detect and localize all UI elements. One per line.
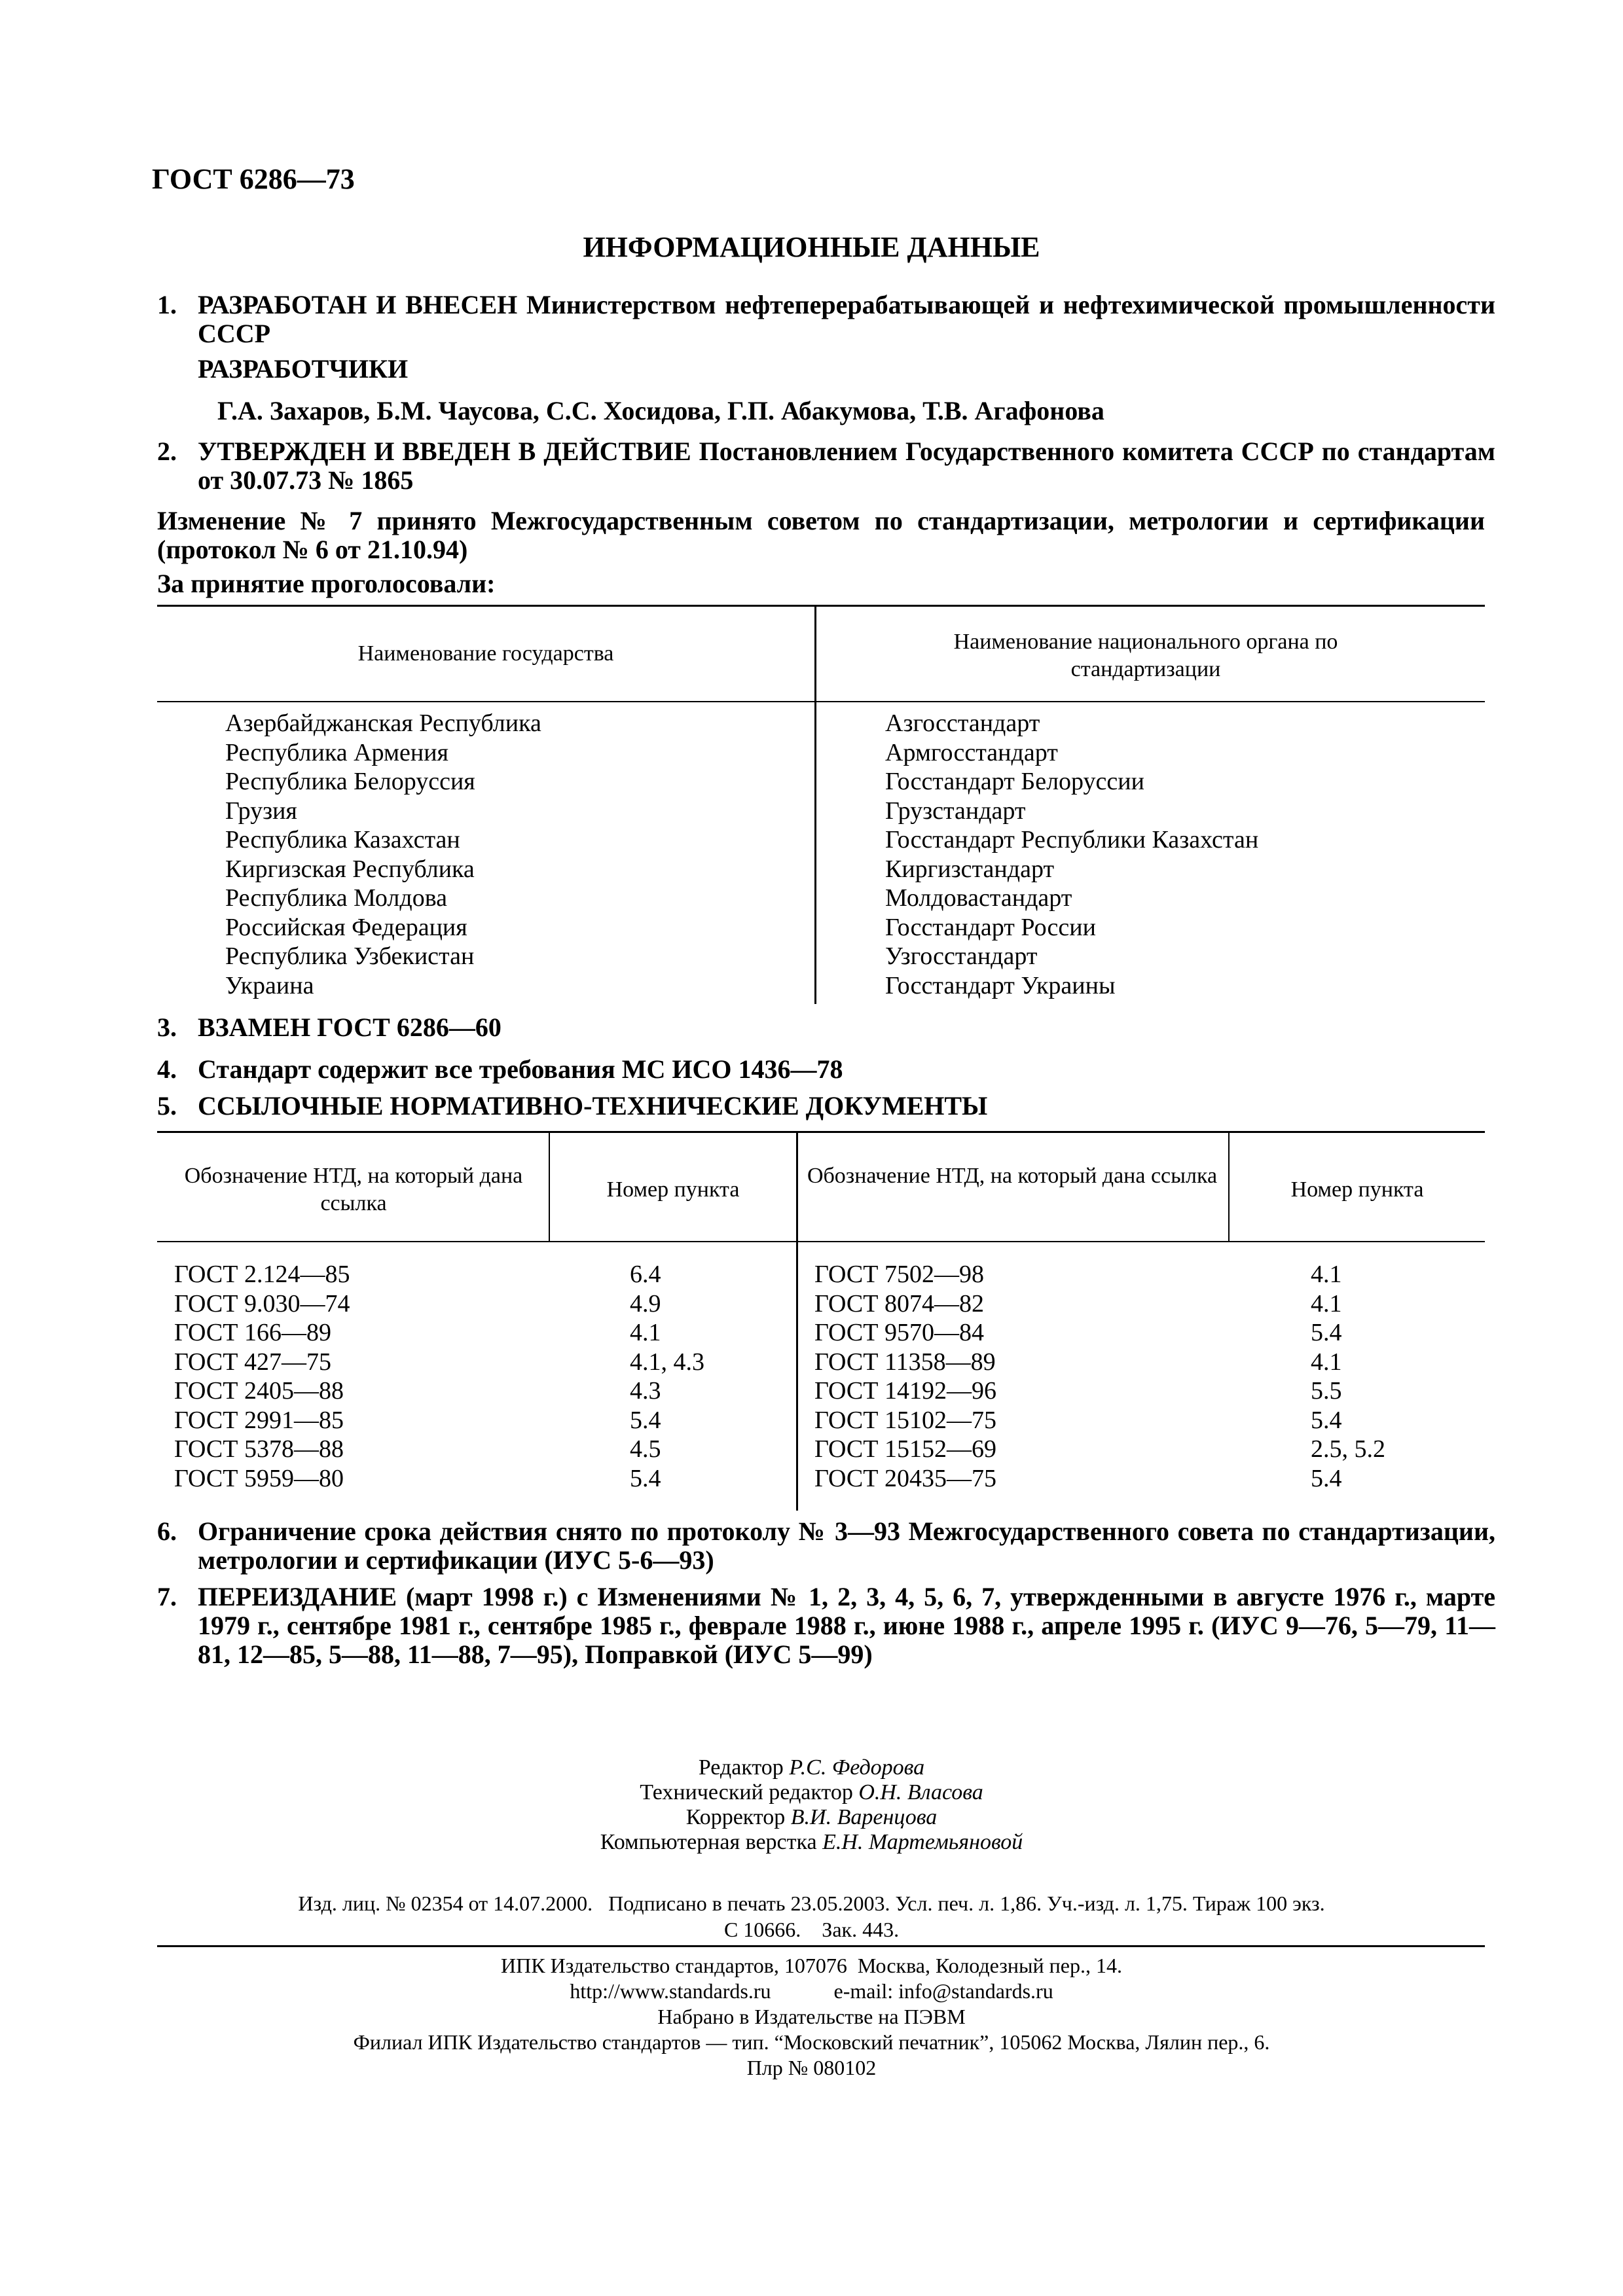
ref-doc: ГОСТ 166—89 <box>174 1319 331 1346</box>
ref-item-number: 5.4 <box>630 1406 661 1434</box>
refs-left-items-column <box>630 1260 704 1493</box>
developers-heading: РАЗРАБОТЧИКИ <box>198 354 409 384</box>
standards-body: Армгосстандарт <box>885 738 1058 766</box>
states-header-body: Наименование национального органа по стандартизации <box>953 630 1338 681</box>
ref-item-number: 5.5 <box>1311 1377 1342 1405</box>
refs-header-item-right: Номер пункта <box>1290 1177 1424 1202</box>
state-name: Грузия <box>225 797 297 825</box>
amendment-text: Изменение № 7 принято Межгосударственным советом по стандартизации, метрологии и сертификации (протокол № 6 от 21.10.94) <box>157 506 1485 564</box>
publisher-block <box>0 1953 1623 2081</box>
refs-right-items-column <box>1311 1260 1385 1493</box>
ref-item-number: 4.5 <box>630 1435 661 1463</box>
ref-doc: ГОСТ 9570—84 <box>814 1319 984 1346</box>
standards-body: Узгосстандарт <box>885 942 1038 970</box>
document-number: ГОСТ 6286—73 <box>152 163 355 195</box>
states-header-state: Наименование государства <box>357 641 614 666</box>
imprint-rule <box>157 1945 1485 1947</box>
refs-table-header-rule <box>157 1241 1485 1242</box>
voted-heading: За принятие проголосовали: <box>157 569 496 598</box>
standards-body: Молдовастандарт <box>885 884 1072 912</box>
ref-item-number: 4.1 <box>1311 1348 1342 1376</box>
credit-tech-editor <box>0 1780 1623 1805</box>
publisher-url: http://www.standards.ru <box>570 1979 771 2003</box>
state-name: Российская Федерация <box>225 913 467 941</box>
credit-layout <box>0 1830 1623 1855</box>
ref-doc: ГОСТ 2405—88 <box>174 1377 344 1405</box>
ref-item-number: 4.1 <box>1311 1289 1342 1318</box>
item-3-text: ВЗАМЕН ГОСТ 6286—60 <box>198 1013 501 1042</box>
ref-item-number: 4.1 <box>630 1319 661 1346</box>
state-name: Республика Белоруссия <box>225 768 475 795</box>
imprint-line-2: С 10666. Зак. 443. <box>723 1918 900 1941</box>
credit-name: Е.Н. Мартемьяновой <box>822 1830 1023 1854</box>
ref-doc: ГОСТ 11358—89 <box>814 1348 996 1376</box>
credit-name: О.Н. Власова <box>858 1780 983 1804</box>
credit-label: Компьютерная верстка <box>600 1830 817 1854</box>
item-5 <box>157 1092 987 1121</box>
ref-doc: ГОСТ 2.124—85 <box>174 1261 350 1288</box>
ref-item-number: 4.3 <box>630 1377 661 1405</box>
credits-block <box>0 1755 1623 1855</box>
item-2-text: УТВЕРЖДЕН И ВВЕДЕН В ДЕЙСТВИЕ Постановлением Государственного комитета СССР по стандартам от 30.07.73 № 1865 <box>198 437 1495 495</box>
ref-doc: ГОСТ 14192—96 <box>814 1377 996 1405</box>
item-5-text: ССЫЛОЧНЫЕ НОРМАТИВНО-ТЕХНИЧЕСКИЕ ДОКУМЕНТЫ <box>198 1091 988 1121</box>
refs-header-doc-left: Обозначение НТД, на который дана ссылка <box>184 1164 523 1215</box>
ref-item-number: 5.4 <box>1311 1319 1342 1346</box>
state-name: Азербайджанская Республика <box>225 709 541 737</box>
ref-doc: ГОСТ 2991—85 <box>174 1406 344 1434</box>
refs-header-item-left: Номер пункта <box>606 1177 740 1202</box>
ref-item-number: 2.5, 5.2 <box>1311 1435 1385 1463</box>
publisher-line-4: Филиал ИПК Издательство стандартов — тип. “Московский печатник”, 105062 Москва, Лялин пер., 6. <box>353 2030 1270 2054</box>
state-name: Республика Молдова <box>225 884 448 912</box>
page-title: ИНФОРМАЦИОННЫЕ ДАННЫЕ <box>583 231 1040 263</box>
imprint-block <box>0 1890 1623 1943</box>
item-6-text: Ограничение срока действия снято по протоколу № 3—93 Межгосударственного совета по стандартизации, метрологии и сертификации (ИУС 5-6—93) <box>198 1516 1495 1575</box>
item-2-number: 2. <box>157 437 177 466</box>
ref-item-number: 5.4 <box>630 1464 661 1492</box>
amendment-note <box>157 507 1485 564</box>
credit-name: В.И. Варенцова <box>790 1805 938 1829</box>
item-3-number: 3. <box>157 1013 177 1042</box>
state-name: Республика Армения <box>225 738 449 766</box>
refs-table-top-rule <box>157 1131 1485 1133</box>
ref-item-number: 4.1, 4.3 <box>630 1348 704 1376</box>
ref-doc: ГОСТ 15152—69 <box>814 1435 996 1463</box>
refs-table-divider-2 <box>796 1131 798 1511</box>
publisher-line-2 <box>0 1979 1623 2004</box>
state-name: Республика Узбекистан <box>225 942 475 970</box>
item-2 <box>157 437 1495 495</box>
standards-body: Грузстандарт <box>885 797 1026 825</box>
item-1-text: РАЗРАБОТАН И ВНЕСЕН Министерством нефтеперерабатывающей и нефтехимической промышленности СССР <box>198 290 1495 348</box>
developers-list: Г.А. Захаров, Б.М. Чаусова, С.С. Хосидова, Г.П. Абакумова, Т.В. Агафонова <box>217 396 1104 425</box>
ref-doc: ГОСТ 15102—75 <box>814 1406 996 1434</box>
item-4-number: 4. <box>157 1054 177 1084</box>
ref-doc: ГОСТ 20435—75 <box>814 1464 996 1492</box>
item-6-number: 6. <box>157 1516 177 1546</box>
ref-item-number: 6.4 <box>630 1261 661 1288</box>
refs-right-docs-column <box>814 1260 996 1493</box>
item-1-number: 1. <box>157 290 177 319</box>
ref-item-number: 5.4 <box>1311 1464 1342 1492</box>
credit-label: Корректор <box>685 1805 786 1829</box>
item-3 <box>157 1013 501 1042</box>
standards-body: Госстандарт Республики Казахстан <box>885 826 1259 853</box>
credit-editor <box>0 1755 1623 1780</box>
credit-label: Редактор <box>698 1755 784 1780</box>
state-name: Киргизская Республика <box>225 855 475 883</box>
publisher-email: e-mail: info@standards.ru <box>833 1979 1053 2003</box>
credit-label: Технический редактор <box>640 1780 853 1804</box>
item-6 <box>157 1517 1495 1575</box>
ref-doc: ГОСТ 5378—88 <box>174 1435 344 1463</box>
item-1 <box>157 291 1495 348</box>
ref-doc: ГОСТ 7502—98 <box>814 1261 984 1288</box>
credit-name: Р.С. Федорова <box>789 1755 925 1780</box>
item-7 <box>157 1583 1495 1669</box>
item-4 <box>157 1055 843 1084</box>
ref-item-number: 4.1 <box>1311 1261 1342 1288</box>
item-7-text: ПЕРЕИЗДАНИЕ (март 1998 г.) с Изменениями № 1, 2, 3, 4, 5, 6, 7, утвержденными в августе 1976 г., марте 1979 г., сентябре 1981 г., сентябре 1985 г., феврале 1988 г., июне 1988 г., апреле 1995 г. (ИУС 9—76, 5—79, 11—81, 12—85, 5—88, 11—88, 7—95), Поправкой (ИУС 5—99) <box>198 1582 1495 1669</box>
item-7-number: 7. <box>157 1582 177 1611</box>
ref-item-number: 5.4 <box>1311 1406 1342 1434</box>
state-name: Украина <box>225 971 314 999</box>
standards-body: Азгосстандарт <box>885 709 1040 737</box>
standards-body: Госстандарт России <box>885 913 1096 941</box>
ref-doc: ГОСТ 5959—80 <box>174 1464 344 1492</box>
standards-body: Госстандарт Украины <box>885 971 1116 999</box>
ref-doc: ГОСТ 9.030—74 <box>174 1289 350 1318</box>
item-4-text: Стандарт содержит все требования МС ИСО 1436—78 <box>198 1054 843 1084</box>
publisher-line-5: Плр № 080102 <box>746 2056 877 2079</box>
refs-header-doc-right: Обозначение НТД, на который дана ссылка <box>807 1164 1218 1188</box>
refs-left-docs-column <box>174 1260 350 1493</box>
states-table-header-rule <box>157 701 1485 702</box>
ref-item-number: 4.9 <box>630 1289 661 1318</box>
item-5-number: 5. <box>157 1091 177 1121</box>
ref-doc: ГОСТ 427—75 <box>174 1348 331 1376</box>
bodies-column <box>885 709 1258 1000</box>
credit-corrector <box>0 1805 1623 1830</box>
state-name: Республика Казахстан <box>225 826 460 853</box>
standards-body: Киргизстандарт <box>885 855 1055 883</box>
publisher-line-1: ИПК Издательство стандартов, 107076 Москва, Колодезный пер., 14. <box>501 1954 1122 1977</box>
imprint-line-1: Изд. лиц. № 02354 от 14.07.2000. Подписано в печать 23.05.2003. Усл. печ. л. 1,86. Уч.-изд. л. 1,75. Тираж 100 экз. <box>298 1892 1325 1915</box>
standards-body: Госстандарт Белоруссии <box>885 768 1144 795</box>
states-table-top-rule <box>157 605 1485 607</box>
states-column <box>225 709 541 1000</box>
states-table-divider <box>814 605 816 1004</box>
ref-doc: ГОСТ 8074—82 <box>814 1289 984 1318</box>
publisher-line-3: Набрано в Издательстве на ПЭВМ <box>657 2005 966 2028</box>
